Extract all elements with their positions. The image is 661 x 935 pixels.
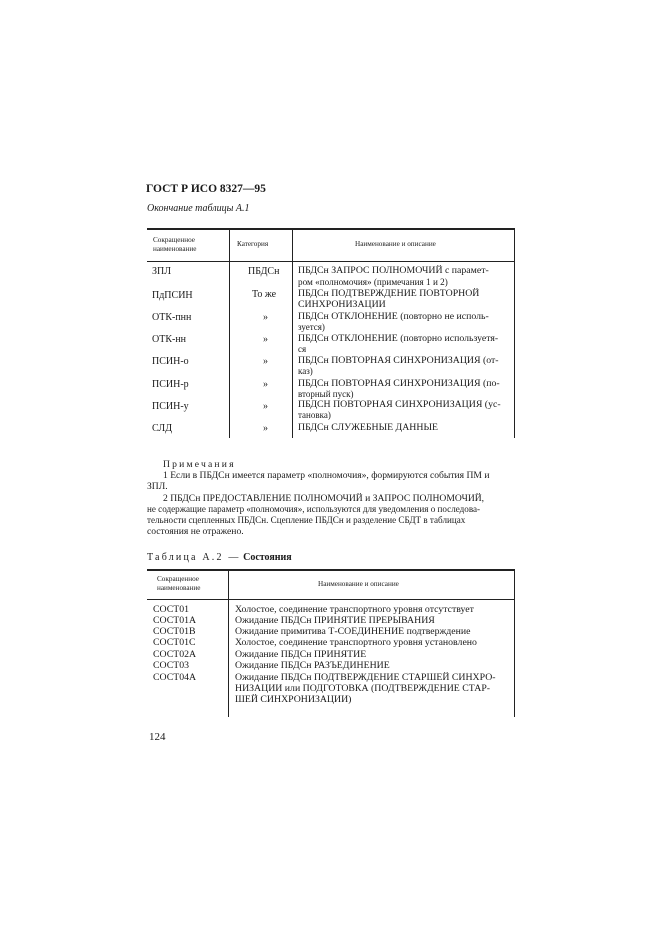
row-abbr: ПдПСИН (152, 290, 193, 301)
row-description: ПБДСн ПОВТОРНАЯ СИНХРОНИЗАЦИЯ (по- (298, 378, 500, 389)
table-a1-top-rule (147, 228, 515, 230)
table-a1-right-border (514, 228, 515, 438)
table-row-description: Холостое, соединение транспортного уровня отсутствует (235, 604, 474, 615)
table-a2-top-rule (147, 569, 515, 571)
row-abbr: ПСИН-р (152, 379, 189, 390)
table-a1-col-divider-2 (292, 228, 293, 438)
note-line: 1 Если в ПБДСн имеется параметр «полномочия», формируются события ПМ и (163, 470, 490, 481)
page-number: 124 (149, 731, 166, 743)
row-description: ПБДСн ОТКЛОНЕНИЕ (повторно не исполь- (298, 311, 489, 322)
table-row-description: Холостое, соединение транспортного уровня установлено (235, 637, 477, 648)
row-category: » (263, 423, 268, 434)
note-line: тельности сцепленных ПБДСн. Сцепление ПБДСн и разделение СБДТ в таблицах (147, 515, 466, 525)
row-description: тановка) (298, 410, 331, 420)
table-row-description-cont: ШЕЙ СИНХРОНИЗАЦИИ) (235, 694, 352, 705)
table-row-abbr: СОСТ02А (153, 649, 197, 660)
row-category: » (263, 356, 268, 367)
row-description: каз) (298, 366, 313, 376)
table-a2-caption (147, 552, 292, 563)
table-a2-caption-prefix: Таблица А.2 — (147, 552, 241, 563)
table-row-description-cont: НИЗАЦИИ или ПОДГОТОВКА (ПОДТВЕРЖДЕНИЕ СТАР- (235, 683, 491, 694)
table-row-abbr: СОСТ01А (153, 615, 197, 626)
row-category: ПБДСн (248, 266, 280, 277)
row-category: » (263, 334, 268, 345)
note-line: состояния не отражено. (147, 526, 244, 537)
row-description: ПБДСн СЛУЖЕБНЫЕ ДАННЫЕ (298, 422, 438, 433)
row-category: То же (252, 289, 277, 300)
table-a2-col-abbr: Сокращенное наименование (157, 575, 201, 592)
table-a2-col-divider (228, 569, 229, 717)
table-row-description: Ожидание примитива Т-СОЕДИНЕНИЕ подтверждение (235, 626, 471, 637)
row-abbr: СЛД (152, 423, 173, 434)
table-a2-right-border (514, 569, 515, 717)
table-row-description: Ожидание ПБДСн ПРИНЯТИЕ (235, 649, 367, 660)
table-a1-col-category: Категория (237, 240, 269, 248)
note-line: 2 ПБДСн ПРЕДОСТАВЛЕНИЕ ПОЛНОМОЧИЙ и ЗАПРОС ПОЛНОМОЧИЙ, (163, 493, 485, 504)
row-description: ПБДСН ПОВТОРНАЯ СИНХРОНИЗАЦИЯ (ус- (298, 399, 501, 410)
row-description: СИНХРОНИЗАЦИИ (298, 299, 386, 310)
table-row-abbr: СОСТ01В (153, 626, 196, 637)
table-a2-header-rule (147, 599, 515, 600)
table-a1-col-description: Наименование и описание (355, 240, 436, 248)
note-line: ЗПЛ. (147, 481, 168, 492)
row-abbr: ОТК-пнн (152, 312, 192, 323)
table-row-abbr: СОСТ04А (153, 672, 197, 683)
row-description: ПБДСн ПОДТВЕРЖДЕНИЕ ПОВТОРНОЙ (298, 288, 480, 299)
notes-heading: Примечания (163, 459, 236, 470)
row-description: ПБДСн ПОВТОРНАЯ СИНХРОНИЗАЦИЯ (от- (298, 355, 499, 366)
table-row-description: Ожидание ПБДСн РАЗЪЕДИНЕНИЕ (235, 660, 390, 671)
document-code: ГОСТ Р ИСО 8327—95 (146, 183, 266, 195)
table-a2-caption-title: Состояния (243, 552, 292, 563)
row-description: ром «полномочия» (примечания 1 и 2) (298, 277, 448, 287)
row-abbr: ОТК-нн (152, 334, 187, 345)
table-a1-header-rule (147, 261, 515, 262)
table-row-abbr: СОСТ03 (153, 660, 190, 671)
row-category: » (263, 379, 268, 390)
table-a1-col-abbr: Сокращенное наименование (153, 236, 197, 253)
table-row-description: Ожидание ПБДСн ПОДТВЕРЖДЕНИЕ СТАРШЕЙ СИНХРО- (235, 672, 496, 683)
note-line: не содержащие параметр «полномочия», используются для уведомления о последова- (147, 504, 481, 514)
row-description: ПБДСн ЗАПРОС ПОЛНОМОЧИЙ с парамет- (298, 265, 489, 276)
row-description: вторный пуск) (298, 389, 354, 399)
row-abbr: ЗПЛ (152, 266, 172, 277)
row-category: » (263, 401, 268, 412)
row-description: ПБДСн ОТКЛОНЕНИЕ (повторно используетя- (298, 333, 499, 344)
row-abbr: ПСИН-о (152, 356, 189, 367)
table-row-abbr: СОСТ01С (153, 637, 196, 648)
table-a2-col-description: Наименование и описание (318, 580, 399, 588)
row-abbr: ПСИН-у (152, 401, 189, 412)
table-a1-col-divider-1 (229, 228, 230, 438)
row-description: ся (298, 344, 307, 354)
table-row-description: Ожидание ПБДСн ПРИНЯТИЕ ПРЕРЫВАНИЯ (235, 615, 435, 626)
row-description: зуется) (298, 322, 325, 332)
table-continuation-caption: Окончание таблицы А.1 (147, 203, 250, 214)
row-category: » (263, 312, 268, 323)
table-row-abbr: СОСТ01 (153, 604, 190, 615)
